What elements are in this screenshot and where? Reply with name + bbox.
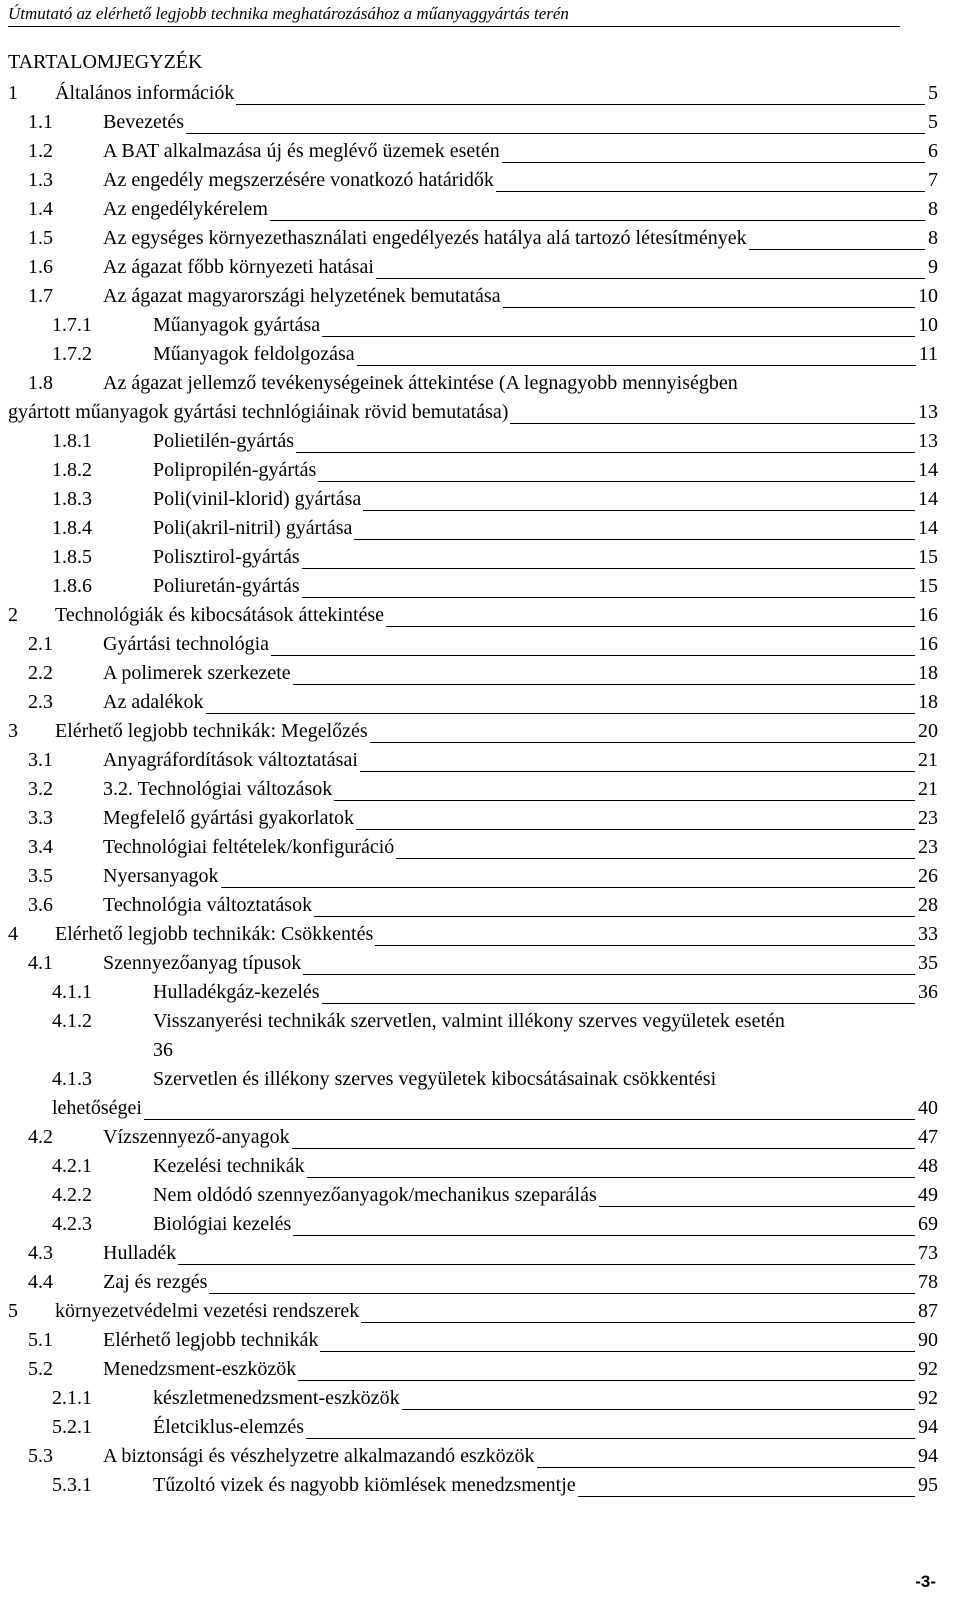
toc-entry-title: Bevezetés <box>103 111 185 133</box>
toc-entry-number: 5.2.1 <box>52 1416 92 1438</box>
toc-entry[interactable] <box>0 660 960 689</box>
toc-entry-title: Poli(akril-nitril) gyártása <box>153 517 353 539</box>
toc-leader-line <box>186 133 925 134</box>
toc-entry[interactable] <box>0 1472 960 1501</box>
page-number: -3- <box>915 1572 936 1591</box>
toc-entry[interactable] <box>0 109 960 138</box>
toc-entry-title: Szervetlen és illékony szerves vegyületek kibocsátásainak csökkentési <box>153 1068 717 1090</box>
toc-entry-title: Az engedélykérelem <box>103 198 268 220</box>
toc-leader-line <box>375 945 915 946</box>
toc-entry-title-continued: gyártott műanyagok gyártási technlógiáinak rövid bemutatása) <box>8 401 509 423</box>
toc-entry[interactable] <box>0 1298 960 1327</box>
toc-leader-line <box>271 655 915 656</box>
toc-entry-page: 40 <box>918 1097 938 1119</box>
toc-entry-title-continued: lehetőségei <box>52 1097 142 1119</box>
toc-entry-page: 15 <box>918 546 938 568</box>
toc-entry-title: Az ágazat főbb környezeti hatásai <box>103 256 374 278</box>
toc-entry[interactable] <box>0 1385 960 1414</box>
toc-entry[interactable] <box>0 1327 960 1356</box>
toc-entry[interactable] <box>0 312 960 341</box>
toc-entry-page: 10 <box>918 314 938 336</box>
toc-entry-title: A biztonsági és vészhelyzetre alkalmazandó eszközök <box>103 1445 535 1467</box>
toc-leader-line <box>360 771 915 772</box>
toc-entry-title: Életciklus-elemzés <box>153 1416 305 1438</box>
toc-leader-line <box>496 191 925 192</box>
toc-entry-page: 47 <box>918 1126 938 1148</box>
toc-leader-line <box>296 452 915 453</box>
toc-leader-line <box>302 568 915 569</box>
toc-entry-page: 48 <box>918 1155 938 1177</box>
toc-entry-title: Hulladékgáz-kezelés <box>153 981 320 1003</box>
toc-entry-number: 4.2.1 <box>52 1155 92 1177</box>
toc-entry-page: 69 <box>918 1213 938 1235</box>
toc-entry-page: 23 <box>918 807 938 829</box>
toc-entry-number: 3.6 <box>28 894 53 916</box>
toc-leader-line <box>363 510 915 511</box>
toc-entry-number: 2 <box>8 604 18 626</box>
toc-title: TARTALOMJEGYZÉK <box>8 51 203 73</box>
toc-entry-page: 16 <box>918 604 938 626</box>
toc-leader-line <box>749 249 925 250</box>
toc-leader-line <box>510 423 915 424</box>
toc-entry-page: 18 <box>918 662 938 684</box>
toc-leader-line <box>396 858 915 859</box>
toc-entry-title: Polipropilén-gyártás <box>153 459 317 481</box>
toc-entry[interactable] <box>0 718 960 747</box>
toc-leader-line <box>537 1467 915 1468</box>
toc-entry[interactable] <box>0 167 960 196</box>
toc-entry-number: 1.3 <box>28 169 53 191</box>
toc-entry-page: 18 <box>918 691 938 713</box>
toc-entry-page: 5 <box>928 111 938 133</box>
toc-entry-page: 8 <box>928 198 938 220</box>
toc-entry-number: 1.8.5 <box>52 546 92 568</box>
toc-entry-title-continued: 36 <box>153 1039 173 1061</box>
toc-entry-page: 26 <box>918 865 938 887</box>
toc-entry-number: 5.3.1 <box>52 1474 92 1496</box>
toc-entry-title: Elérhető legjobb technikák: Megelőzés <box>55 720 368 742</box>
toc-entry[interactable] <box>0 805 960 834</box>
toc-leader-line <box>302 597 915 598</box>
toc-leader-line <box>370 742 915 743</box>
toc-entry-page: 33 <box>918 923 938 945</box>
toc-entry-number: 5.3 <box>28 1445 53 1467</box>
toc-entry[interactable] <box>0 80 960 109</box>
toc-entry-number: 4.4 <box>28 1271 53 1293</box>
toc-entry[interactable] <box>0 1443 960 1472</box>
toc-entry-page: 21 <box>918 749 938 771</box>
toc-entry-page: 92 <box>918 1358 938 1380</box>
toc-leader-line <box>361 1322 915 1323</box>
toc-entry-page: 8 <box>928 227 938 249</box>
toc-entry-number: 1.6 <box>28 256 53 278</box>
toc-entry-page: 13 <box>918 401 938 423</box>
toc-entry-number: 5 <box>8 1300 18 1322</box>
toc-leader-line <box>298 1380 915 1381</box>
toc-entry-page: 14 <box>918 459 938 481</box>
toc-leader-line <box>144 1119 915 1120</box>
toc-entry-number: 4.1.3 <box>52 1068 92 1090</box>
toc-entry[interactable] <box>0 138 960 167</box>
toc-entry-number: 3.1 <box>28 749 53 771</box>
toc-entry-title: A BAT alkalmazása új és meglévő üzemek esetén <box>103 140 500 162</box>
toc-entry-number: 1.7.1 <box>52 314 92 336</box>
toc-entry-title: Menedzsment-eszközök <box>103 1358 297 1380</box>
toc-entry-title: Az egységes környezethasználati engedélyezés hatálya alá tartozó létesítmények <box>103 227 747 249</box>
toc-entry[interactable] <box>0 1211 960 1240</box>
toc-entry-number: 4.1 <box>28 952 53 974</box>
toc-entry-page: 16 <box>918 633 938 655</box>
toc-entry-page: 35 <box>918 952 938 974</box>
toc-entry[interactable] <box>0 1356 960 1385</box>
toc-entry-title: Anyagráfordítások változtatásai <box>103 749 358 771</box>
toc-entry[interactable] <box>0 283 960 312</box>
toc-entry[interactable] <box>0 1008 960 1066</box>
toc-entry-page: 94 <box>918 1416 938 1438</box>
toc-entry-page: 78 <box>918 1271 938 1293</box>
toc-entry-title: Nyersanyagok <box>103 865 219 887</box>
toc-entry[interactable] <box>0 631 960 660</box>
toc-entry[interactable] <box>0 1414 960 1443</box>
toc-entry-page: 7 <box>928 169 938 191</box>
toc-entry-number: 4.3 <box>28 1242 53 1264</box>
toc-entry-title: Az ágazat magyarországi helyzetének bemutatása <box>103 285 501 307</box>
toc-entry-number: 1.7.2 <box>52 343 92 365</box>
toc-entry-number: 1.8.4 <box>52 517 92 539</box>
toc-leader-line <box>221 887 915 888</box>
toc-leader-line <box>599 1206 915 1207</box>
toc-entry-page: 92 <box>918 1387 938 1409</box>
toc-entry[interactable] <box>0 979 960 1008</box>
toc-entry-number: 1.7 <box>28 285 53 307</box>
toc-entry-number: 1.1 <box>28 111 53 133</box>
toc-entry[interactable] <box>0 1269 960 1298</box>
toc-entry-title: Az adalékok <box>103 691 204 713</box>
toc-entry-title: Elérhető legjobb technikák <box>103 1329 319 1351</box>
toc-entry-title: Polisztirol-gyártás <box>153 546 300 568</box>
toc-entry-page: 11 <box>918 343 938 365</box>
toc-entry-number: 2.2 <box>28 662 53 684</box>
toc-entry-number: 1.8 <box>28 372 53 394</box>
toc-entry-title: Megfelelő gyártási gyakorlatok <box>103 807 355 829</box>
toc-entry-title: Gyártási technológia <box>103 633 270 655</box>
toc-entry[interactable] <box>0 892 960 921</box>
toc-entry[interactable] <box>0 863 960 892</box>
toc-entry[interactable] <box>0 689 960 718</box>
toc-entry[interactable] <box>0 1240 960 1269</box>
toc-entry-number: 4.2.3 <box>52 1213 92 1235</box>
toc-entry-title: Az ágazat jellemző tevékenységeinek áttekintése (A legnagyobb mennyiségben <box>103 372 738 394</box>
toc-leader-line <box>209 1293 915 1294</box>
toc-entry-number: 3.5 <box>28 865 53 887</box>
toc-entry[interactable] <box>0 341 960 370</box>
toc-entry[interactable] <box>0 544 960 573</box>
toc-entry-number: 1.8.2 <box>52 459 92 481</box>
toc-leader-line <box>578 1496 915 1497</box>
toc-entry-number: 1.8.1 <box>52 430 92 452</box>
toc-leader-line <box>236 104 925 105</box>
toc-entry-number: 5.2 <box>28 1358 53 1380</box>
toc-entry-number: 1 <box>8 82 18 104</box>
toc-entry-number: 5.1 <box>28 1329 53 1351</box>
toc-entry[interactable] <box>0 457 960 486</box>
toc-entry-page: 23 <box>918 836 938 858</box>
toc-entry-number: 3 <box>8 720 18 742</box>
toc-entry-page: 21 <box>918 778 938 800</box>
toc-entry-title: Hulladék <box>103 1242 177 1264</box>
toc-entry-title: Általános információk <box>55 82 235 104</box>
toc-leader-line <box>314 916 915 917</box>
toc-leader-line <box>322 1003 915 1004</box>
toc-leader-line <box>322 336 915 337</box>
toc-entry-number: 4.1.2 <box>52 1010 92 1032</box>
toc-leader-line <box>306 1438 915 1439</box>
toc-entry-title: Zaj és rezgés <box>103 1271 208 1293</box>
toc-entry[interactable] <box>0 834 960 863</box>
toc-leader-line <box>356 829 915 830</box>
toc-entry-title: A polimerek szerkezete <box>103 662 291 684</box>
toc-entry-number: 3.2 <box>28 778 53 800</box>
toc-entry[interactable] <box>0 196 960 225</box>
toc-entry-page: 49 <box>918 1184 938 1206</box>
toc-entry-page: 94 <box>918 1445 938 1467</box>
toc-entry-title: környezetvédelmi vezetési rendszerek <box>55 1300 360 1322</box>
toc-entry-title: Műanyagok feldolgozása <box>153 343 355 365</box>
toc-leader-line <box>293 684 915 685</box>
toc-entry[interactable] <box>0 747 960 776</box>
running-header: Útmutató az elérhető legjobb technika meghatározásához a műanyaggyártás terén <box>8 3 900 27</box>
toc-entry-number: 4 <box>8 923 18 945</box>
toc-leader-line <box>178 1264 915 1265</box>
toc-entry-title: Az engedély megszerzésére vonatkozó határidők <box>103 169 494 191</box>
toc-leader-line <box>386 626 915 627</box>
toc-entry-page: 9 <box>928 256 938 278</box>
toc-leader-line <box>376 278 925 279</box>
toc-entry[interactable] <box>0 515 960 544</box>
toc-entry-title: Visszanyerési technikák szervetlen, valmint illékony szerves vegyületek esetén <box>153 1010 785 1032</box>
toc-entry-title: Vízszennyező-anyagok <box>103 1126 290 1148</box>
toc-entry-title: Elérhető legjobb technikák: Csökkentés <box>55 923 374 945</box>
toc-entry[interactable] <box>0 486 960 515</box>
toc-leader-line <box>307 1177 915 1178</box>
toc-entry-page: 14 <box>918 517 938 539</box>
toc-leader-line <box>502 162 925 163</box>
toc-entry-page: 6 <box>928 140 938 162</box>
toc-entry-title: Technológiák és kibocsátások áttekintése <box>55 604 385 626</box>
toc-entry[interactable] <box>0 1153 960 1182</box>
toc-entry[interactable] <box>0 254 960 283</box>
toc-entry-page: 10 <box>918 285 938 307</box>
toc-entry-title: Műanyagok gyártása <box>153 314 321 336</box>
toc-entry-title: Poliuretán-gyártás <box>153 575 300 597</box>
toc-entry-number: 2.1 <box>28 633 53 655</box>
toc-entry-number: 4.2 <box>28 1126 53 1148</box>
toc-entry-title: Technológiai feltételek/konfiguráció <box>103 836 395 858</box>
toc-leader-line <box>402 1409 915 1410</box>
toc-leader-line <box>503 307 915 308</box>
toc-entry-page: 20 <box>918 720 938 742</box>
toc-leader-line <box>293 1235 915 1236</box>
toc-entry-page: 15 <box>918 575 938 597</box>
toc-entry-number: 4.1.1 <box>52 981 92 1003</box>
toc-leader-line <box>292 1148 915 1149</box>
toc-entry-title: Technológia változtatások <box>103 894 313 916</box>
toc-entry[interactable] <box>0 225 960 254</box>
toc-entry-page: 13 <box>918 430 938 452</box>
toc-entry-title: készletmenedzsment-eszközök <box>153 1387 400 1409</box>
toc-entry-page: 90 <box>918 1329 938 1351</box>
toc-leader-line <box>354 539 915 540</box>
toc-leader-line <box>318 481 915 482</box>
toc-entry-number: 1.8.6 <box>52 575 92 597</box>
toc-entry-title: Nem oldódó szennyezőanyagok/mechanikus szeparálás <box>153 1184 597 1206</box>
toc-entry-page: 95 <box>918 1474 938 1496</box>
toc-entry-page: 36 <box>918 981 938 1003</box>
toc-entry-number: 3.4 <box>28 836 53 858</box>
toc-leader-line <box>320 1351 915 1352</box>
toc-entry-title: Szennyezőanyag típusok <box>103 952 302 974</box>
toc-entry[interactable] <box>0 1066 960 1124</box>
toc-entry-page: 28 <box>918 894 938 916</box>
toc-entry-number: 1.8.3 <box>52 488 92 510</box>
toc-leader-line <box>303 974 915 975</box>
toc-entry-number: 1.5 <box>28 227 53 249</box>
toc-leader-line <box>206 713 915 714</box>
toc-entry-number: 2.1.1 <box>52 1387 92 1409</box>
toc-entry-number: 2.3 <box>28 691 53 713</box>
toc-entry-title: Biológiai kezelés <box>153 1213 292 1235</box>
toc-entry-number: 1.4 <box>28 198 53 220</box>
toc-entry-number: 3.3 <box>28 807 53 829</box>
toc-entry-title: Poli(vinil-klorid) gyártása <box>153 488 362 510</box>
toc-entry-title: Polietilén-gyártás <box>153 430 295 452</box>
toc-entry-page: 5 <box>928 82 938 104</box>
toc-entry[interactable] <box>0 921 960 950</box>
toc-entry[interactable] <box>0 950 960 979</box>
toc-entry[interactable] <box>0 370 960 428</box>
toc-entry[interactable] <box>0 776 960 805</box>
toc-entry-title: Kezelési technikák <box>153 1155 305 1177</box>
toc-entry-page: 14 <box>918 488 938 510</box>
toc-entry-page: 87 <box>918 1300 938 1322</box>
toc-entry-number: 4.2.2 <box>52 1184 92 1206</box>
toc-entry[interactable] <box>0 602 960 631</box>
toc-entry-page: 73 <box>918 1242 938 1264</box>
toc-entry[interactable] <box>0 428 960 457</box>
toc-entry[interactable] <box>0 1182 960 1211</box>
toc-entry-title: 3.2. Technológiai változások <box>103 778 333 800</box>
toc-entry[interactable] <box>0 573 960 602</box>
toc-leader-line <box>270 220 925 221</box>
toc-entry-title: Tűzoltó vizek és nagyobb kiömlések menedzsmentje <box>153 1474 576 1496</box>
toc-leader-line <box>357 365 916 366</box>
toc-leader-line <box>334 800 915 801</box>
toc-entry-number: 1.2 <box>28 140 53 162</box>
toc-entry[interactable] <box>0 1124 960 1153</box>
